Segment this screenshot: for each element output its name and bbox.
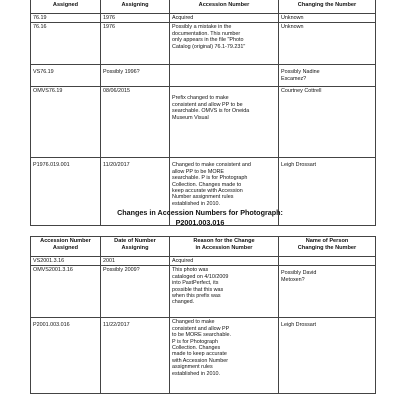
table-cell: Unknown	[279, 14, 376, 23]
table-cell: Leigh Drossart	[279, 318, 376, 394]
table-cell: Prefix changed to make consistent and allow PP to be searchable. OMVS is for Oneida Museum Visual	[170, 87, 279, 158]
table-cell: 2001	[101, 257, 170, 266]
table-header-row	[31, 237, 376, 257]
table-cell: P1976.019.001	[31, 158, 101, 226]
table-row	[31, 65, 376, 87]
table-cell: 1976	[101, 14, 170, 23]
table-cell: VS2001.3.16	[31, 257, 101, 266]
table-row	[31, 14, 376, 23]
section-title	[0, 208, 400, 228]
accession-change-table-1	[30, 0, 376, 226]
table-row	[31, 257, 376, 266]
accession-change-table-2	[30, 236, 376, 394]
table-cell: P2001.003.016	[31, 318, 101, 394]
table-cell: OMVS2001.3.16	[31, 266, 101, 318]
table-cell: Possibly a mistake in the documentation. This number only appears in the file "Photo Catalog (original) 76.1-79.231"	[170, 23, 279, 65]
table-cell: Changed to make consistent and allow PP to be MORE searchable. P is for Photograph Collection. Changes made to keep accurate with Accession Number assignment rules established in 2010.	[170, 158, 279, 226]
table-cell: Possibly David Metoxen?	[279, 266, 376, 318]
table-cell: Possibly 1996?	[101, 65, 170, 87]
section-title-line-1: Changes in Accession Numbers for Photograph:	[117, 208, 283, 217]
table-row	[31, 23, 376, 65]
column-header: Reason for the Change in Accession Number	[170, 237, 279, 257]
table-cell: Unknown	[279, 23, 376, 65]
table-cell: OMVS76.19	[31, 87, 101, 158]
table-cell: 11/22/2017	[101, 318, 170, 394]
table-cell: Possibly Nadine Escamez?	[279, 65, 376, 87]
section-title-line-2: P2001.003.016	[175, 218, 225, 227]
table-cell: Acquired	[170, 257, 279, 266]
table-cell	[279, 257, 376, 266]
column-header: Assigning	[101, 0, 170, 14]
table-cell: Leigh Drossart	[279, 158, 376, 226]
table-cell: 1976	[101, 23, 170, 65]
table-cell: This photo was cataloged on 4/10/2009 into PastPerfect, its possible that this was when this prefix was changed.	[170, 266, 279, 318]
table-header-row	[31, 0, 376, 14]
table-cell	[170, 65, 279, 87]
table-cell: Courtney Cottrell	[279, 87, 376, 158]
table-cell: Acquired	[170, 14, 279, 23]
column-header: Accession Number Assigned	[31, 237, 101, 257]
table-cell: 76.16	[31, 23, 101, 65]
column-header: Name of Person Changing the Number	[279, 237, 376, 257]
table-cell: Changed to make consistent and allow PP to be MORE searchable. P is for Photograph Collection. Changes made to keep accurate with Accession Number assignment rules established in 2010.	[170, 318, 279, 394]
table-cell: 08/06/2015	[101, 87, 170, 158]
table-row	[31, 87, 376, 158]
column-header: Assigned	[31, 0, 101, 14]
table-row	[31, 266, 376, 318]
table-row	[31, 318, 376, 394]
table-cell: VS76.19	[31, 65, 101, 87]
table-cell: 11/20/2017	[101, 158, 170, 226]
column-header: Changing the Number	[279, 0, 376, 14]
column-header: Accession Number	[170, 0, 279, 14]
column-header: Date of Number Assigning	[101, 237, 170, 257]
table-cell: 76.19	[31, 14, 101, 23]
table-cell: Possibly 2009?	[101, 266, 170, 318]
